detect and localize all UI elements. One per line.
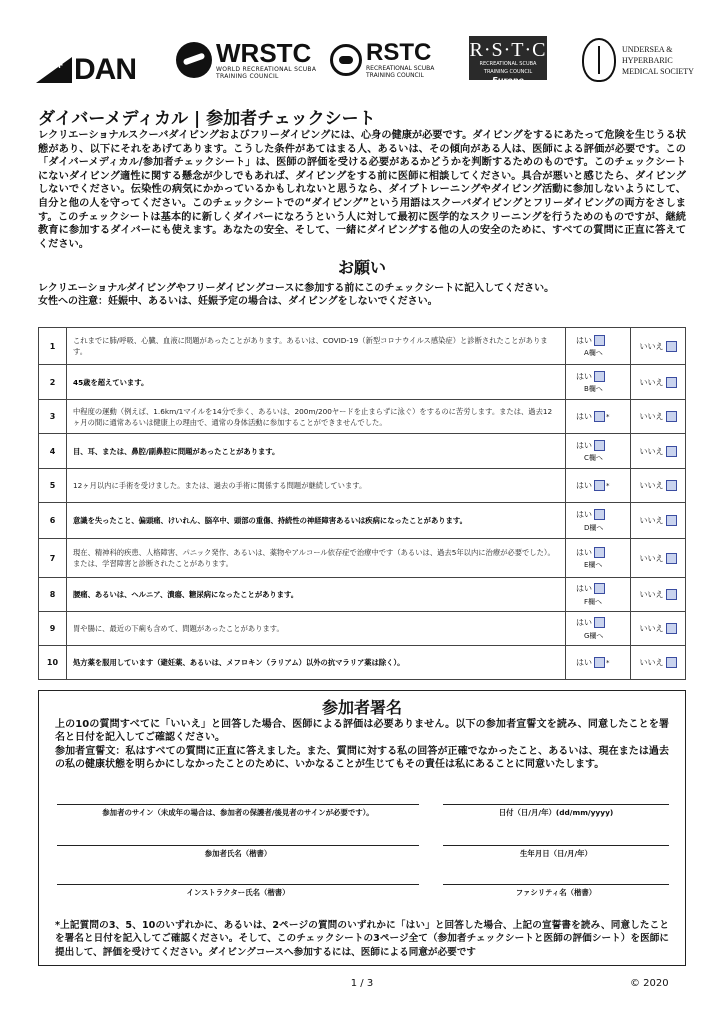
participant-sign-label: 参加者のサイン（未成年の場合は、参加者の保護者/後見者のサインが必要です）。 xyxy=(102,808,374,817)
page-number: 1 / 3 xyxy=(350,978,374,989)
request-line-1: レクリエーショナルダイビングやフリーダイビングコースに参加する前にこのチェックシートに記入してください。 xyxy=(38,283,555,294)
request-line-2: 女性への注意：妊娠中、あるいは、妊娠予定の場合は、ダイビングをしないでください。 xyxy=(38,296,438,307)
no-cell xyxy=(631,365,686,400)
birth-date-line[interactable] xyxy=(443,845,669,846)
rstc-europe-logo-region: Europe xyxy=(492,76,524,85)
yes-checkbox[interactable] xyxy=(594,583,605,594)
goto-label: D欄へ xyxy=(584,523,604,532)
no-label: いいえ xyxy=(639,624,664,633)
birth-date-label: 生年月日（日/月/年） xyxy=(520,849,592,858)
rstc-logo-subtitle: RECREATIONAL SCUBA TRAINING COUNCIL xyxy=(366,65,435,79)
question-row xyxy=(39,469,686,503)
question-text: 意識を失ったこと、偏頭痛、けいれん、脳卒中、頭部の重傷、持続性の神経障害あるいは疾病になったことがあります。 xyxy=(67,503,566,539)
uhms-line: MEDICAL SOCIETY xyxy=(622,66,694,76)
question-text: 中程度の運動（例えば、1.6km/1マイルを14分で歩く、あるいは、200m/200ヤードを止まらずに泳ぐ）をするのに苦労します。または、過去12ヶ月の間に通常あるいは健康上の理由で、通常の身体活動に参加することができませんでした。 xyxy=(67,400,566,434)
signature-section xyxy=(38,690,686,966)
no-cell xyxy=(631,434,686,469)
uhms-line: UNDERSEA & xyxy=(622,44,673,54)
question-row xyxy=(39,365,686,400)
rstc-europe-logo-subtitle: RECREATIONAL SCUBA TRAINING COUNCIL xyxy=(479,61,537,75)
uhms-seal-icon xyxy=(582,38,616,82)
no-label: いいえ xyxy=(639,590,664,599)
uhms-logo xyxy=(582,34,694,86)
question-number: 7 xyxy=(39,539,67,578)
rstc-europe-logo xyxy=(469,36,547,85)
no-label: いいえ xyxy=(639,412,664,421)
question-text: 12ヶ月以内に手術を受けました。または、過去の手術に関係する問題が継続しています。 xyxy=(67,469,566,503)
no-cell xyxy=(631,328,686,365)
yes-checkbox[interactable] xyxy=(594,657,605,668)
date-line[interactable] xyxy=(443,804,669,805)
date-label: 日付（日/月/年）(dd/mm/yyyy) xyxy=(498,808,614,817)
instructor-name-label: インストラクター氏名（楷書） xyxy=(186,888,290,897)
yes-label: はい xyxy=(576,547,592,557)
no-cell xyxy=(631,578,686,612)
yes-cell xyxy=(566,328,631,365)
participant-sign-line[interactable] xyxy=(57,804,419,805)
question-number: 1 xyxy=(39,328,67,365)
question-row xyxy=(39,434,686,469)
yes-checkbox[interactable] xyxy=(594,480,605,491)
yes-label: はい xyxy=(576,510,592,519)
yes-checkbox[interactable] xyxy=(594,335,605,346)
no-label: いいえ xyxy=(639,481,664,490)
no-label: いいえ xyxy=(639,553,664,563)
dan-logo-text: DAN xyxy=(74,53,136,86)
no-cell xyxy=(631,400,686,434)
wrstc-logo xyxy=(176,34,328,86)
no-checkbox[interactable] xyxy=(666,623,677,634)
question-row xyxy=(39,400,686,434)
yes-label: はい xyxy=(576,412,592,421)
yes-label: はい xyxy=(576,440,592,450)
question-text: 処方薬を服用しています（避妊薬、あるいは、メフロキン（ラリアム）以外の抗マラリア薬は除く）。 xyxy=(67,646,566,680)
intro-paragraph: レクリエーショナルスクーバダイビングおよびフリーダイビングには、心身の健康が必要です。ダイビングをするにあたって危険を生じうる状態があり、以下にそれをあげてあります。こうした条件があてはまる人、あるいは、その傾向がある人は、医師による評価が必要です。この「ダイバーメディカル/参加者チェックシート」は、医師の評価を受ける必要があるかどうかを判断するためのものです。このチェックシートにないダイビング適性に関する懸念が少しでもあれば、ダイビングをする前に医師に相談してください。具合が悪いと感じたら、ダイビングしないでください。伝染性の病気にかかっているかもしれないと思うなら、ダイブトレーニングやダイビング活動に参加しないようにして、自分と他の人を守ってください。このチェックシートでの“ダイビング”という用語はスクーバダイビングとフリーダイビングの両方をさします。このチェックシートは基本的に新しくダイバーになろうという人に対して最初に医学的なスクリーニングを行うためのものですが、継続教育に参加するダイバーにも使えます。あなたの安全、そして、一緒にダイビングする他の人の安全のために、すべての質問に正直に答えてください。 xyxy=(38,130,686,250)
no-cell xyxy=(631,646,686,680)
question-number: 4 xyxy=(39,434,67,469)
yes-checkbox[interactable] xyxy=(594,617,605,628)
yes-checkbox[interactable] xyxy=(594,371,605,382)
question-number: 8 xyxy=(39,578,67,612)
no-checkbox[interactable] xyxy=(666,553,677,564)
goto-label: A欄へ xyxy=(584,349,603,357)
yes-label: はい xyxy=(576,335,592,345)
page-title: ダイバーメディカル | 参加者チェックシート xyxy=(38,109,376,129)
yes-checkbox[interactable] xyxy=(594,440,605,451)
wrstc-emblem-icon xyxy=(176,42,212,78)
question-text: 腰痛、あるいは、ヘルニア、潰瘍、糖尿病になったことがあります。 xyxy=(67,578,566,612)
asterisk-mark: * xyxy=(606,481,610,490)
goto-label: G欄へ xyxy=(584,631,604,640)
no-label: いいえ xyxy=(639,377,664,387)
yes-label: はい xyxy=(576,658,592,667)
yes-cell xyxy=(566,434,631,469)
rstc-emblem-icon xyxy=(330,44,362,76)
question-row xyxy=(39,328,686,365)
yes-cell xyxy=(566,539,631,578)
question-row xyxy=(39,646,686,680)
question-row xyxy=(39,578,686,612)
copyright: © 2020 xyxy=(630,978,669,989)
uhms-logo-text xyxy=(622,44,694,77)
yes-checkbox[interactable] xyxy=(594,509,605,520)
no-checkbox[interactable] xyxy=(666,411,677,422)
rstc-logo xyxy=(330,34,462,86)
no-cell xyxy=(631,469,686,503)
signature-note: *上記質問の3、5、10のいずれかに、あるいは、2ページの質問のいずれかに「はい」と回答した場合、上記の宣誓書を読み、同意したことを署名と日付を記入してご確認ください。そして、このチェックシートの3ページ全て（参加者チェックシートと医師の評価シート）を医師に提出して、評価を受けてください。ダイビングコースへ参加するには、医師による同意が必要です xyxy=(55,920,669,958)
yes-cell xyxy=(566,646,631,680)
wrstc-logo-text: WRSTC xyxy=(216,38,312,68)
yes-label: はい xyxy=(576,481,592,490)
question-text: 45歳を超えています。 xyxy=(67,365,566,400)
dan-logo xyxy=(36,44,136,96)
goto-label: E欄へ xyxy=(584,561,603,569)
no-label: いいえ xyxy=(639,341,664,351)
signature-title: 参加者署名 xyxy=(321,698,402,717)
facility-name-label: ファシリティ名（楷書） xyxy=(515,888,597,897)
question-text: これまでに肺/呼吸、心臓、血液に問題があったことがあります。あるいは、COVID-19（新型コロナウイルス感染症）と診断されたことがあります。 xyxy=(67,328,566,365)
yes-cell xyxy=(566,503,631,539)
rstc-logo-text: RSTC xyxy=(366,39,432,66)
no-checkbox[interactable] xyxy=(666,515,677,526)
question-number: 6 xyxy=(39,503,67,539)
no-checkbox[interactable] xyxy=(666,341,677,352)
yes-cell xyxy=(566,578,631,612)
yes-cell xyxy=(566,469,631,503)
question-number: 9 xyxy=(39,612,67,646)
no-cell xyxy=(631,503,686,539)
asterisk-mark: * xyxy=(606,412,610,421)
instructor-name-line[interactable] xyxy=(57,884,419,885)
goto-label: F欄へ xyxy=(584,597,603,606)
question-row xyxy=(39,612,686,646)
no-label: いいえ xyxy=(639,658,664,667)
asterisk-mark: * xyxy=(606,658,610,667)
no-checkbox[interactable] xyxy=(666,589,677,600)
participant-name-label: 参加者氏名（楷書） xyxy=(204,849,272,858)
no-cell xyxy=(631,612,686,646)
wrstc-logo-subtitle: WORLD RECREATIONAL SCUBA TRAINING COUNCIL xyxy=(216,66,317,80)
question-number: 2 xyxy=(39,365,67,400)
yes-label: はい xyxy=(576,371,592,381)
yes-label: はい xyxy=(576,584,592,593)
participant-name-line[interactable] xyxy=(57,845,419,846)
goto-label: B欄へ xyxy=(584,385,603,393)
request-title: お願い xyxy=(337,258,386,277)
rstc-europe-logo-text: R·S·T·C xyxy=(469,39,547,61)
request-text xyxy=(38,282,688,308)
yes-checkbox[interactable] xyxy=(594,411,605,422)
no-cell xyxy=(631,539,686,578)
question-row xyxy=(39,503,686,539)
no-label: いいえ xyxy=(639,516,664,525)
question-text: 目、耳、または、鼻腔/副鼻腔に問題があったことがあります。 xyxy=(67,434,566,469)
signature-text: 上の10の質問すべてに「いいえ」と回答した場合、医師による評価は必要ありません。以下の参加者宣誓文を読み、同意したことを署名と日付を記入してご確認ください。 xyxy=(55,719,669,744)
no-checkbox[interactable] xyxy=(666,480,677,491)
question-text: 胃や腸に、最近の下痢も含めて、問題があったことがあります。 xyxy=(67,612,566,646)
facility-name-line[interactable] xyxy=(443,884,669,885)
question-table xyxy=(38,327,686,680)
signature-instructions xyxy=(55,718,669,772)
question-row xyxy=(39,539,686,578)
no-label: いいえ xyxy=(639,446,664,456)
no-checkbox[interactable] xyxy=(666,446,677,457)
goto-label: C欄へ xyxy=(584,454,603,462)
no-checkbox[interactable] xyxy=(666,377,677,388)
participant-declaration: 参加者宣誓文：私はすべての質問に正直に答えました。また、質問に対する私の回答が正確でなかったこと、あるいは、現在または過去の私の健康状態を明らかにしなかったことのために、いかなることが生じてもその責任は私にあることに同意いたします。 xyxy=(55,745,669,771)
logo-bar xyxy=(34,34,694,86)
no-checkbox[interactable] xyxy=(666,657,677,668)
yes-cell xyxy=(566,612,631,646)
question-text: 現在、精神科的疾患、人格障害、パニック発作、あるいは、薬物やアルコール依存症で治療中です（あるいは、過去5年以内に治療が必要でした）。または、学習障害と診断されたことがあります。 xyxy=(67,539,566,578)
yes-cell xyxy=(566,365,631,400)
question-number: 5 xyxy=(39,469,67,503)
yes-checkbox[interactable] xyxy=(594,547,605,558)
uhms-line: HYPERBARIC xyxy=(622,55,673,65)
question-number: 3 xyxy=(39,400,67,434)
yes-label: はい xyxy=(576,618,592,627)
yes-cell xyxy=(566,400,631,434)
question-number: 10 xyxy=(39,646,67,680)
dan-flag-icon: + xyxy=(36,57,72,83)
